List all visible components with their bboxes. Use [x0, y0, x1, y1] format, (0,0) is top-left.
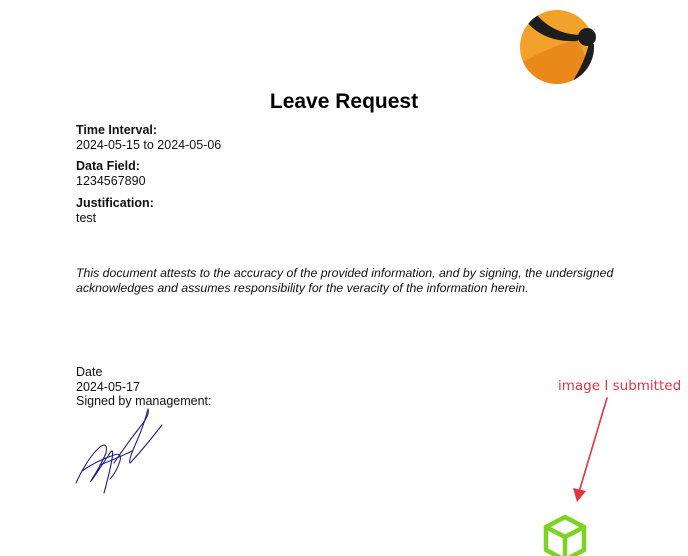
annotation-label: image I submitted [558, 378, 682, 394]
signature-block [76, 365, 212, 409]
attestation-text: This document attests to the accuracy of the provided information, and by signing, the undersigned acknowledges and assumes responsibility for the veracity of the information herein. [76, 266, 614, 295]
field-label: Justification: [76, 196, 154, 210]
company-logo-icon [519, 5, 601, 87]
document-title: Leave Request [269, 90, 419, 113]
field-label: Data Field: [76, 159, 140, 173]
handwritten-signature-icon [70, 405, 170, 500]
field-label: Time Interval: [76, 123, 158, 137]
cube-icon [542, 514, 588, 556]
field-data-field [76, 159, 146, 189]
field-time-interval [76, 123, 221, 153]
field-value: 2024-05-15 to 2024-05-06 [76, 138, 222, 152]
signed-by-label: Signed by management: [76, 394, 212, 408]
arrow-down-left-icon [565, 394, 615, 506]
field-value: test [76, 211, 97, 225]
date-value: 2024-05-17 [76, 379, 140, 394]
field-justification [76, 196, 154, 226]
date-label: Date [76, 365, 103, 379]
field-value: 1234567890 [76, 174, 146, 188]
